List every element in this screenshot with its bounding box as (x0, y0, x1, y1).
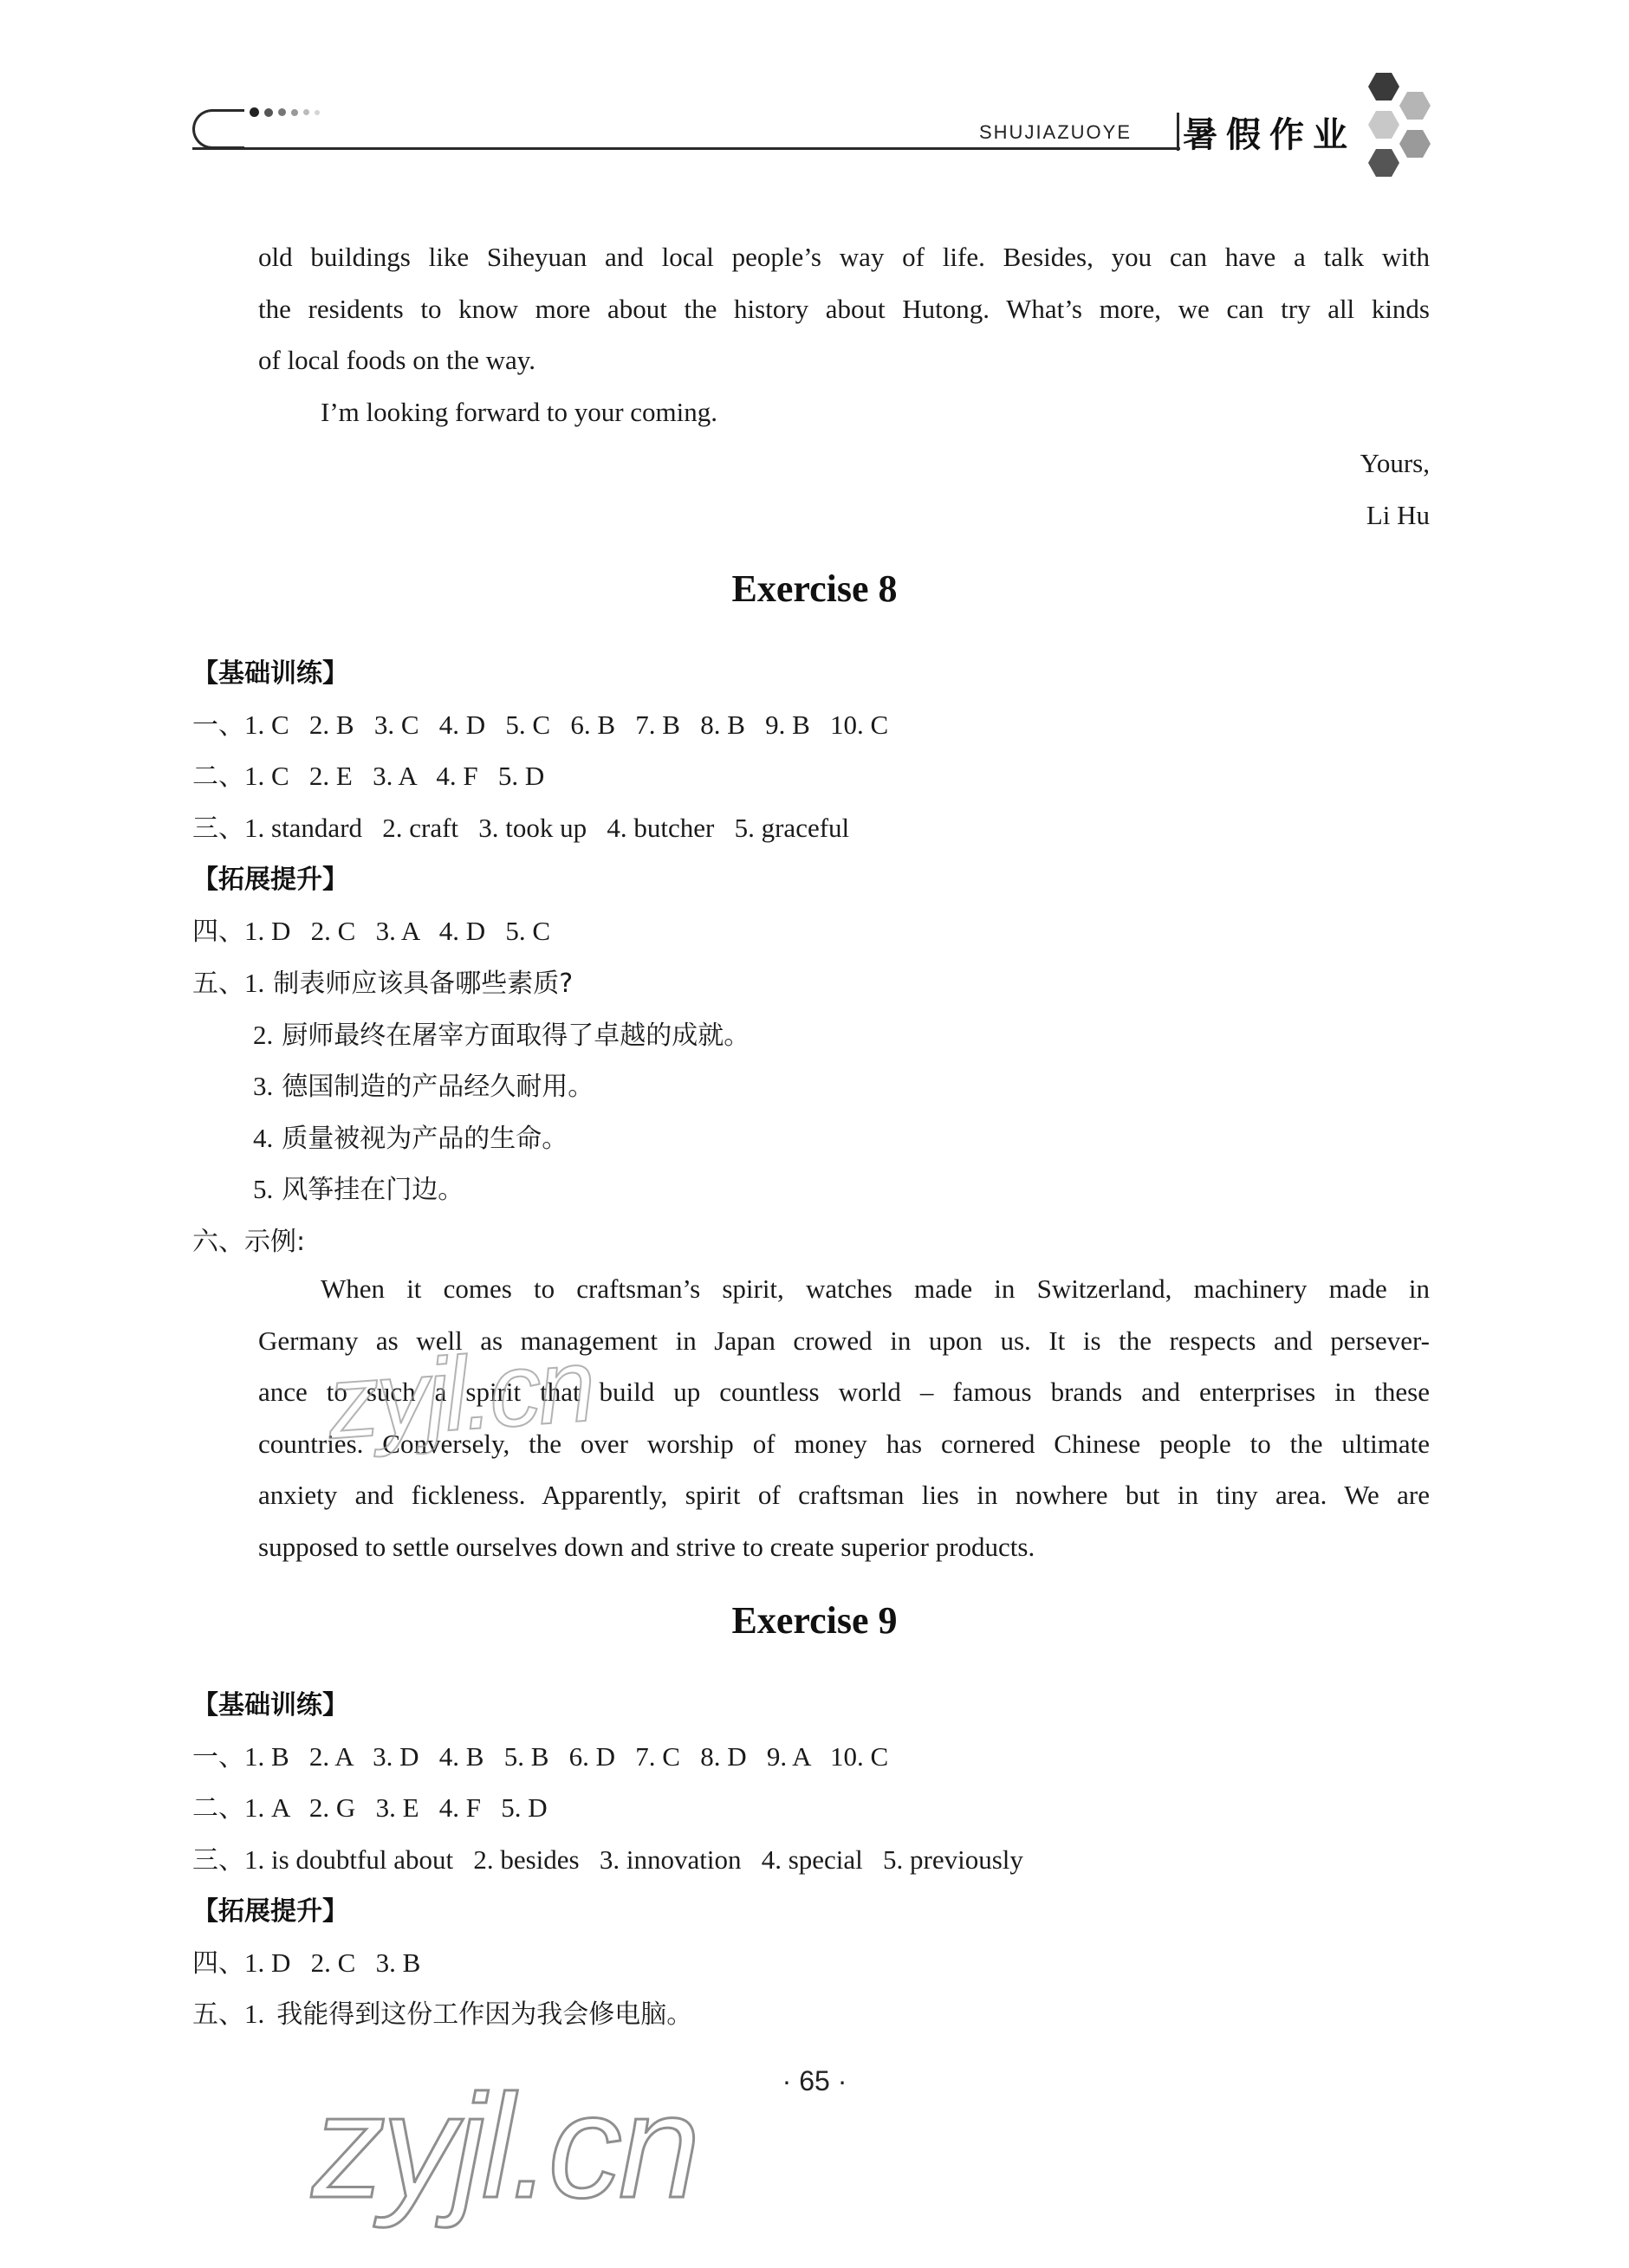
ex9-basic-training-heading: 【基础训练】 (192, 1690, 348, 1720)
essay-line: ance to such a spirit that build up countless world – famous brands and enterprises in these (258, 1377, 1430, 1407)
exercise-9-title: Exercise 9 (731, 1599, 898, 1642)
essay-line: When it comes to craftsman’s spirit, watches made in Switzerland, machinery made in (321, 1273, 1430, 1304)
page-number: · 65 · (782, 2065, 847, 2096)
letter-signature: Li Hu (1366, 499, 1430, 530)
letter-line: old buildings like Siheyuan and local people’s way of life. Besides, you can have a talk with (258, 242, 1430, 272)
ex8-translation-item: 5. 风筝挂在门边。 (253, 1174, 464, 1205)
ex8-answer-row-5: 五、1. 制表师应该具备哪些素质? (192, 968, 574, 999)
ex8-answer-row-1: 一、1. C 2. B 3. C 4. D 5. C 6. B 7. B 8. B 9. B 10. C (192, 710, 889, 741)
ex8-basic-training-heading: 【基础训练】 (192, 658, 348, 689)
header-rule (192, 147, 1180, 150)
essay-line: anxiety and fickleness. Apparently, spirit of craftsman lies in nowhere but in tiny area. We are (258, 1480, 1430, 1510)
ex9-extension-heading: 【拓展提升】 (192, 1896, 348, 1927)
ex8-answer-row-6: 六、示例: (192, 1227, 306, 1257)
ex8-extension-heading: 【拓展提升】 (192, 865, 348, 895)
ex8-answer-row-3: 三、1. standard 2. craft 3. took up 4. butcher 5. graceful (192, 813, 850, 844)
ex8-answer-row-2: 二、1. C 2. E 3. A 4. F 5. D (192, 761, 545, 792)
letter-body (258, 231, 1430, 541)
ex8-translation-item: 4. 质量被视为产品的生命。 (253, 1123, 568, 1154)
essay-line: supposed to settle ourselves down and strive to create superior products. (258, 1531, 1035, 1562)
ex8-translation-item: 2. 厨师最终在屠宰方面取得了卓越的成就。 (253, 1020, 750, 1051)
header-dots (250, 107, 320, 117)
hexagon-cluster-icon (1334, 68, 1438, 198)
ex9-answer-row-5: 五、1. 我能得到这份工作因为我会修电脑。 (192, 1999, 693, 2030)
essay-line: countries. Conversely, the over worship of money has cornered Chinese people to the ultimate (258, 1428, 1430, 1459)
header-bracket (192, 109, 244, 149)
header-latin-title: SHUJIAZUOYE (979, 121, 1133, 143)
letter-line: of local foods on the way. (258, 345, 535, 375)
ex9-answer-row-2: 二、1. A 2. G 3. E 4. F 5. D (192, 1792, 548, 1824)
letter-line: the residents to know more about the history about Hutong. What’s more, we can try all kinds (258, 293, 1430, 324)
watermark: zyjl.cn (323, 1326, 596, 1461)
ex9-answer-row-3: 三、1. is doubtful about 2. besides 3. innovation 4. special 5. previously (192, 1844, 1023, 1876)
header-divider (1177, 113, 1179, 151)
ex9-answer-row-4: 四、1. D 2. C 3. B (192, 1947, 421, 1979)
essay-line: Germany as well as management in Japan crowed in upon us. It is the respects and persever- (258, 1325, 1430, 1356)
ex8-answer-row-4: 四、1. D 2. C 3. A 4. D 5. C (192, 916, 551, 947)
letter-sign-off: Yours, (1360, 448, 1430, 478)
watermark: zyjl.cn (312, 2064, 698, 2229)
letter-closing-line: I’m looking forward to your coming. (321, 396, 718, 427)
exercise-8-title: Exercise 8 (731, 567, 898, 610)
ex9-answer-row-1: 一、1. B 2. A 3. D 4. B 5. B 6. D 7. C 8. D 9. A 10. C (192, 1741, 889, 1772)
header-chinese-title: 暑假作业 (1183, 115, 1356, 155)
ex8-translation-item: 3. 德国制造的产品经久耐用。 (253, 1071, 594, 1102)
